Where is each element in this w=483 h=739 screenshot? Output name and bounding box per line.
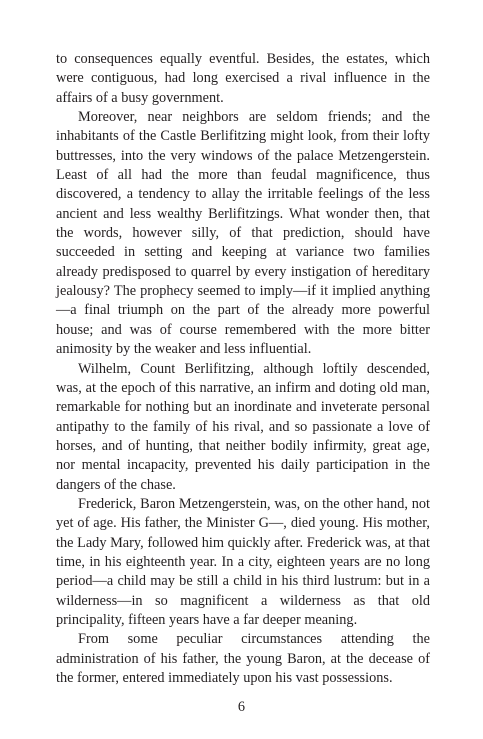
paragraph-wilhelm: Wilhelm, Count Berlifitzing, although loftily descended, was, at the epoch of this narrative, an infirm and doting old man, remarkable for nothing but an inordinate and inveterate personal antipathy to the family of his rival, and so passionate a love of horses, and of hunting, that neither bodily infirmity, great age, nor mental incapacity, prevented his daily participation in the dangers of the chase. [56, 360, 430, 493]
paragraph-frederick: Frederick, Baron Metzengerstein, was, on the other hand, not yet of age. His father, the Minister G—, died young. His mother, the Lady Mary, followed him quickly after. Frederick was, at that time, in his eighteenth year. In a city, eighteen years are no long period—a child may be still a child in his third lustrum: but in a wilderness—in so magnificent a wilderness as that old principality, fifteen years have a far deeper meaning. [56, 495, 430, 628]
body-text [56, 50, 430, 688]
paragraph-neighbors: Moreover, near neighbors are seldom friends; and the inhabitants of the Castle Berlifitzing might look, from their lofty buttresses, into the very windows of the palace Metzengerstein. Least of all had the more than feudal magnificence, thus discovered, a tendency to allay the irritable feelings of the less ancient and less wealthy Berlifitzings. What wonder then, that the words, however silly, of that prediction, should have succeeded in setting and keeping at variance two families already predisposed to quarrel by every instigation of hereditary jealousy? The prophecy seemed to imply—if it implied anything—a final triumph on the part of the already more powerful house; and was of course remembered with the more bitter animosity by the weaker and less influential. [56, 109, 430, 358]
page-number: 6 [237, 699, 246, 715]
paragraph-administration: From some peculiar circumstances attending the administration of his father, the young Baron, at the decease of the former, entered immediately upon his vast possessions. [56, 631, 430, 686]
paragraph-continuation: to consequences equally eventful. Besides, the estates, which were contiguous, had long exercised a rival influence in the affairs of a busy government. [56, 51, 430, 106]
